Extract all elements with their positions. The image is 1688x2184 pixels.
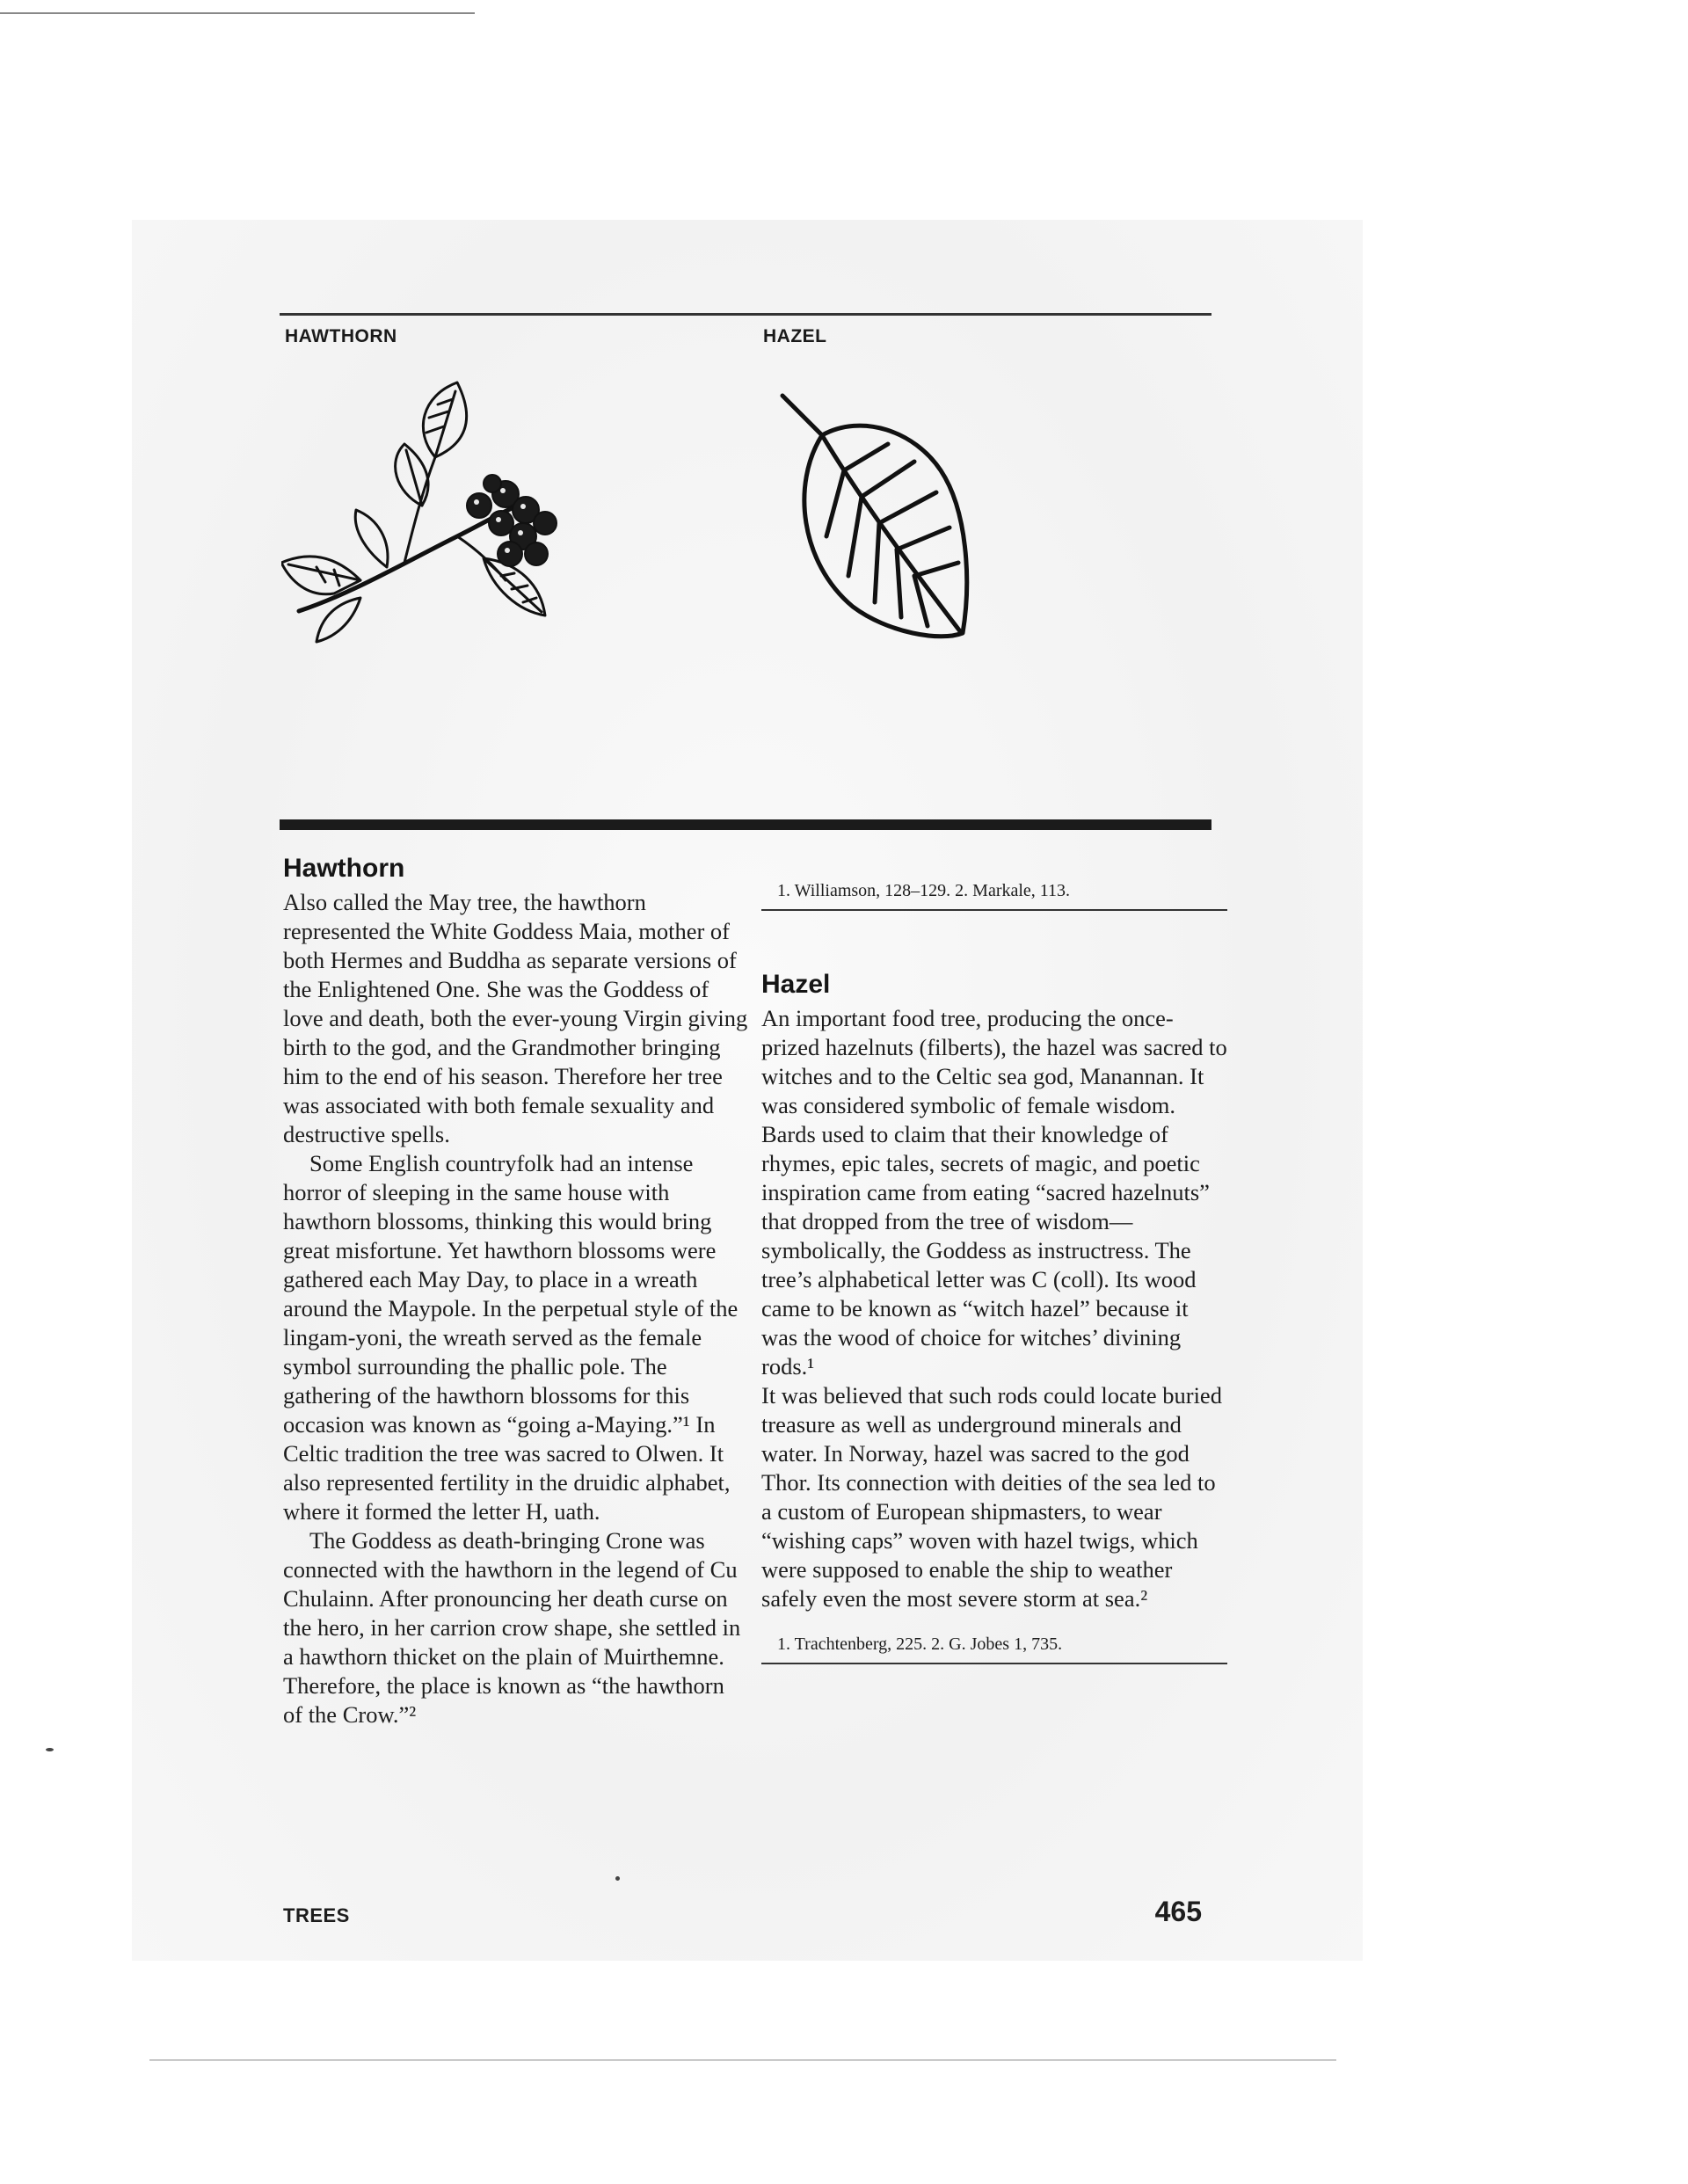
footer-section: TREES (283, 1904, 350, 1926)
hawthorn-heading: Hawthorn (283, 854, 405, 883)
hawthorn-illustration (281, 378, 607, 712)
right-column (761, 860, 1227, 1664)
running-head-left: HAWTHORN (285, 326, 397, 346)
left-column (283, 851, 749, 1729)
scan-speck (46, 1748, 54, 1751)
hawthorn-paragraph-2: Some English countryfolk had an intense horror of sleeping in the same house with hawthorn blossoms, thinking this would bring great misfortune. Yet hawthorn blossoms were gathered each May Day, to place in a wreath around the Maypole. In the perpetual style of the lingam-yoni, the wreath served as the female symbol surrounding the phallic pole. The gathering of the hawthorn blossoms for this occasion was known as “going a-Maying.”¹ In Celtic tradition the tree was sacred to Olwen. It also represented fertility in the druidic alphabet, where it formed the letter H, uath. (283, 1150, 738, 1525)
hawthorn-paragraph-3: The Goddess as death-bringing Crone was connected with the hawthorn in the legend of Cu Chulainn. After pronouncing her death curse on the hero, in her carrion crow shape, she settled in a hawthorn thicket on the plain of Muirthemne. Therefore, the place is known as “the hawthorn of the Crow.”² (283, 1527, 741, 1728)
scan-bottom-edge (149, 2059, 1336, 2061)
hawthorn-paragraph-1: Also called the May tree, the hawthorn represented the White Goddess Maia, mother of both Hermes and Buddha as separate versions of the Enlightened One. She was the Goddess of love and death, both the ever-young Virgin giving birth to the god, and the Grandmother bringing him to the end of his season. Therefore her tree was associated with both female sexuality and destructive spells. (283, 889, 748, 1147)
hazel-paragraph-2: It was believed that such rods could locate buried treasure as well as underground minerals and water. In Norway, hazel was sacred to the god Thor. Its connection with deities of the sea led to a custom of European shipmasters, to wear “wishing caps” woven with hazel twigs, which were supposed to enable the ship to weather safely even the most severe storm at sea.² (761, 1382, 1222, 1612)
scan-top-edge (0, 12, 475, 14)
scan-speck (615, 1876, 620, 1881)
hazel-heading: Hazel (761, 970, 831, 999)
hazel-leaf-illustration (774, 387, 976, 642)
hazel-paragraph-1: An important food tree, producing the once-prized hazelnuts (filberts), the hazel was sacred to witches and to the Celtic sea god, Manannan. It was considered symbolic of female wisdom. Bards used to claim that their knowledge of rhymes, epic tales, secrets of magic, and poetic inspiration came from eating “sacred hazelnuts” that dropped from the tree of wisdom—symbolically, the Goddess as instructress. The tree’s alphabetical letter was C (coll). Its wood came to be known as “witch hazel” because it was the wood of choice for witches’ divining rods.¹ (761, 1005, 1227, 1380)
page-number: 465 (1154, 1896, 1202, 1927)
running-head-right: HAZEL (763, 326, 827, 346)
section-rule (280, 819, 1211, 830)
hawthorn-notes: 1. Williamson, 128–129. 2. Markale, 113. (761, 870, 1227, 911)
header-rule (280, 313, 1211, 316)
hazel-notes: 1. Trachtenberg, 225. 2. G. Jobes 1, 735. (761, 1624, 1227, 1664)
